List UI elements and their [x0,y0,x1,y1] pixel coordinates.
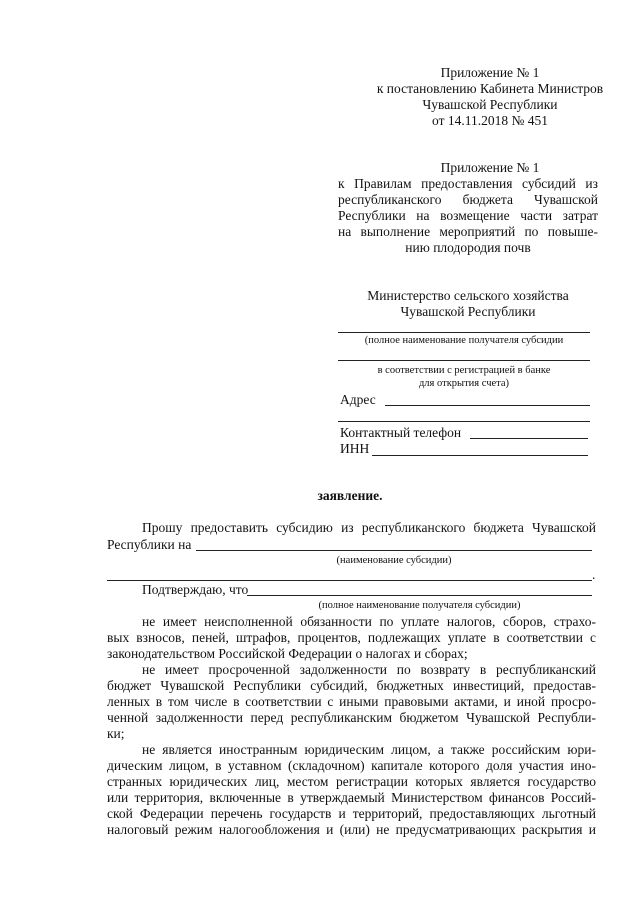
ministry-name: Чувашской Республики [400,304,536,319]
paragraph-line: не является иностранным юридическим лицом, а также российским юри- [142,742,596,757]
subsidy-name-field-2[interactable] [107,580,592,581]
paragraph-line: или территория, включенные в утверждаемый Министерством финансов Россий- [107,790,596,805]
request-line: Прошу предоставить субсидию из республиканского бюджета Чувашской [142,520,596,535]
paragraph-line: не имеет просроченной задолженности по возврату в республиканский [142,662,596,677]
rules-appendix-line: Республики на возмещение части затрат [338,208,598,223]
paragraph-line: налоговый режим налогообложения и (или) не предусматривающих раскрытия и [107,822,596,837]
recipient-name-field-2[interactable] [338,360,590,361]
rules-appendix-line: республиканского бюджета Чувашской [338,192,598,207]
phone-label: Контактный телефон [340,425,462,440]
paragraph-line: вых взносов, пеней, штрафов, процентов, подлежащих уплате в соответствии с [107,630,596,645]
paragraph-line: ленных в том числе в соответствии с иными правовыми актами, и иной просро- [107,694,596,709]
address-label: Адрес [340,392,376,407]
paragraph-line: законодательством Российской Федерации о налогах и сборах; [107,646,468,661]
inn-field[interactable] [372,455,588,456]
request-end-mark: . [592,567,596,582]
recipient-name-hint: (полное наименование получателя субсидии [364,335,564,346]
rules-appendix-line: на выполнение мероприятий по повыше- [338,224,598,239]
paragraph-line: ки; [107,726,125,741]
paragraph-line: странных юридических лиц, местом регистрации которых является государство [107,774,596,789]
address-field-2[interactable] [338,421,590,422]
confirm-recipient-hint: (полное наименование получателя субсидии) [318,600,521,611]
appendix-line: Чувашской Республики [422,97,558,112]
phone-field[interactable] [470,438,588,439]
confirm-recipient-field[interactable] [247,595,592,596]
ministry-name: Министерство сельского хозяйства [367,288,569,303]
paragraph-line: дическим лицом, в уставном (складочном) капитале которого доля участия ино- [107,758,596,773]
document-title: заявление. [317,488,383,503]
paragraph-line: ской Федерации перечень государств и территорий, предоставляющих льготный [107,806,596,821]
rules-appendix-title: Приложение № 1 [440,160,540,175]
paragraph-line: ченной задолженности перед республиканским бюджетом Чувашской Республи- [107,710,596,725]
paragraph-line: не имеет неисполненной обязанности по уплате налогов, сборов, страхо- [142,614,596,629]
subsidy-name-hint: (наименование субсидии) [336,555,452,566]
appendix-line: к постановлению Кабинета Министров [376,81,604,96]
rules-appendix-line: нию плодородия почв [405,240,531,255]
address-field[interactable] [385,405,590,406]
recipient-name-hint: в соответствии с регистрацией в банке [377,365,551,376]
appendix-title: Приложение № 1 [440,65,540,80]
confirm-prefix: Подтверждаю, что [142,582,249,597]
recipient-name-hint: для открытия счета) [418,378,510,389]
subsidy-name-field[interactable] [196,550,592,551]
rules-appendix-line: к Правилам предоставления субсидий из [338,176,598,191]
appendix-date: от 14.11.2018 № 451 [432,113,548,128]
request-line-prefix: Республики на [107,537,192,552]
inn-label: ИНН [340,441,370,456]
paragraph-line: бюджет Чувашской Республики субсидий, бюджетных инвестиций, предостав- [107,678,596,693]
recipient-name-field[interactable] [338,332,590,333]
